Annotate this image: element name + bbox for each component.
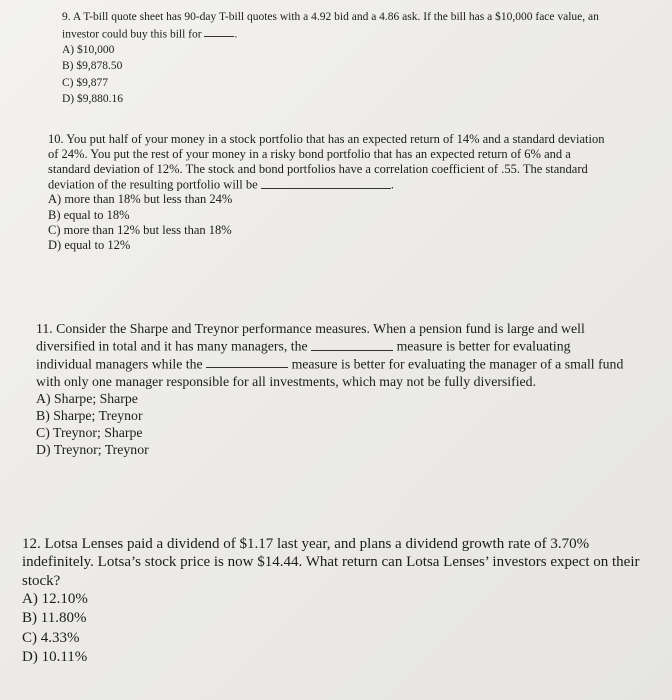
question-11-stem-part-1: 11. Consider the Sharpe and Treynor performance measures. When a pension fund is large and well diversified in total and it has many managers, the <box>36 321 585 354</box>
option-a: A) 12.10% <box>22 590 88 607</box>
option-a: A) more than 18% but less than 24% <box>48 192 233 207</box>
option-b: B) 11.80% <box>22 610 87 627</box>
option-c: C) more than 12% but less than 18% <box>48 222 232 237</box>
option-c: C) 4.33% <box>22 629 80 646</box>
question-9-stem <box>62 10 622 42</box>
answer-blank <box>261 176 391 188</box>
option-a: A) Sharpe; Sharpe <box>36 390 138 406</box>
question-9-stem-end: . <box>234 27 238 40</box>
question-10 <box>48 132 613 253</box>
option-b: B) equal to 18% <box>48 207 130 222</box>
option-a: A) $10,000 <box>62 44 115 57</box>
question-11 <box>36 320 626 459</box>
option-c: C) $9,877 <box>62 76 108 89</box>
answer-blank <box>204 26 234 37</box>
option-d: D) equal to 12% <box>48 238 131 252</box>
question-10-stem <box>48 132 613 192</box>
question-11-stem-part-2: measure is better for evaluating individual managers while the <box>36 338 571 372</box>
option-b: B) Sharpe; Treynor <box>36 407 143 423</box>
question-11-stem-part-3: measure is better for evaluating the manager of a small fund with only one manager responsible for all investments, which may not be fully diversified. <box>36 356 624 389</box>
question-12 <box>22 535 642 668</box>
question-12-stem: 12. Lotsa Lenses paid a dividend of $1.17 last year, and plans a dividend growth rate of 3.70% indefinitely. Lotsa’s stock price is now $14.44. What return can Lotsa Lenses’ investors expect on their stock? <box>22 536 640 589</box>
option-c: C) Treynor; Sharpe <box>36 425 143 441</box>
answer-blank-1 <box>311 337 393 350</box>
question-10-stem-end: . <box>390 177 394 192</box>
question-10-stem-text: 10. You put half of your money in a stock portfolio that has an expected return of 14% and a standard deviation of 24%. You put the rest of your money in a risky bond portfolio that has an expected return of 6% and a standard deviation of 12%. The stock and bond portfolios have a correlation coefficient of .55. The standard deviation of the resulting portfolio will be <box>48 132 605 192</box>
option-d: D) Treynor; Treynor <box>36 442 149 458</box>
answer-blank-2 <box>206 355 288 368</box>
option-d: D) $9,880.16 <box>62 92 124 105</box>
option-b: B) $9,878.50 <box>62 60 123 73</box>
question-11-stem <box>36 320 626 390</box>
question-9-stem-text: 9. A T-bill quote sheet has 90-day T-bill quotes with a 4.92 bid and a 4.86 ask. If the bill has a $10,000 face value, an investor could buy this bill for <box>62 11 599 40</box>
question-9 <box>62 10 622 107</box>
option-d: D) 10.11% <box>22 649 88 666</box>
